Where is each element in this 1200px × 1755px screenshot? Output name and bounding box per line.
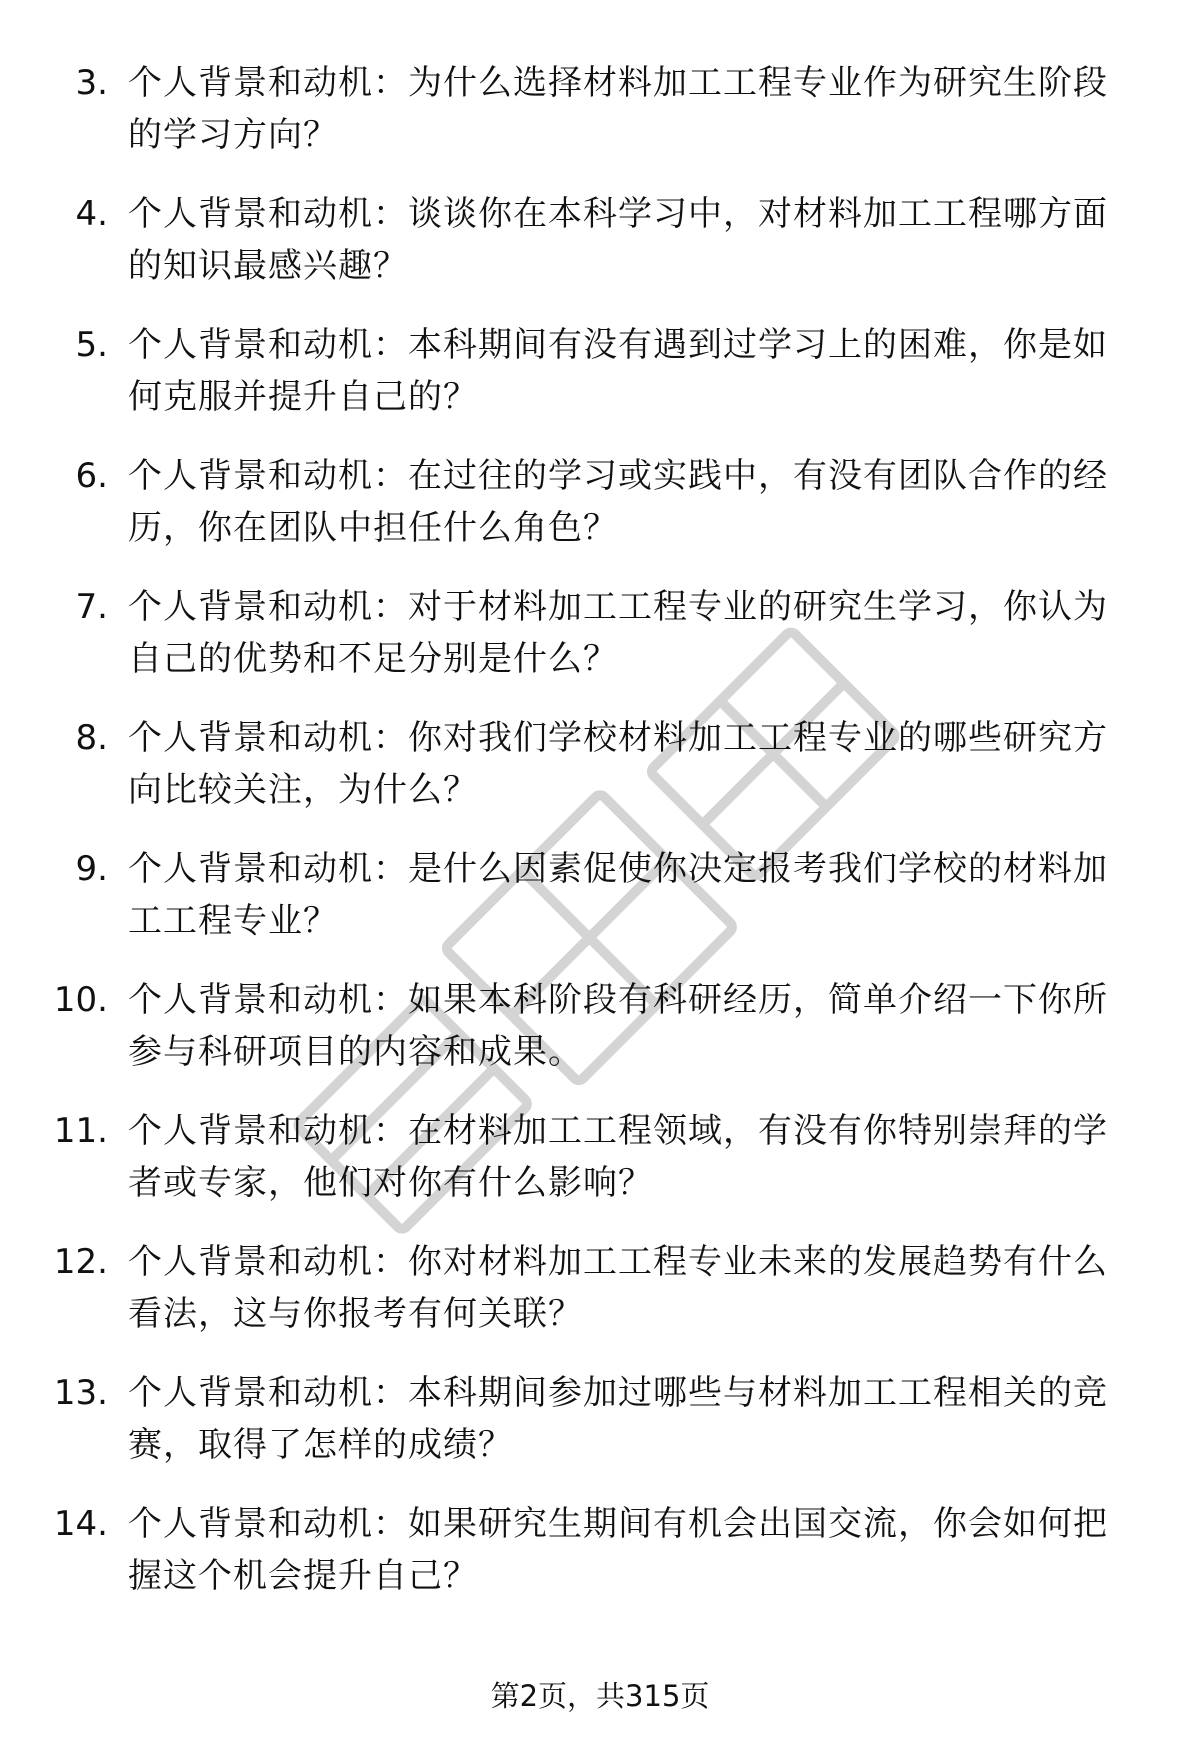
question-number: 7. bbox=[75, 587, 108, 627]
question-text: 个人背景和动机：如果研究生期间有机会出国交流，你会如何把握这个机会提升自己？ bbox=[128, 1504, 1108, 1596]
question-text: 个人背景和动机：你对我们学校材料加工工程专业的哪些研究方向比较关注，为什么？ bbox=[128, 718, 1108, 810]
question-text: 个人背景和动机：如果本科阶段有科研经历，简单介绍一下你所参与科研项目的内容和成果。 bbox=[128, 980, 1108, 1072]
question-text: 个人背景和动机：你对材料加工工程专业未来的发展趋势有什么看法，这与你报考有何关联？ bbox=[128, 1242, 1108, 1334]
question-text: 个人背景和动机：在过往的学习或实践中，有没有团队合作的经历，你在团队中担任什么角色？ bbox=[128, 456, 1108, 548]
question-item bbox=[0, 1367, 1200, 1498]
question-text: 个人背景和动机：对于材料加工工程专业的研究生学习，你认为自己的优势和不足分别是什么？ bbox=[128, 587, 1108, 679]
question-number: 14. bbox=[53, 1504, 108, 1544]
question-item bbox=[0, 843, 1200, 974]
question-list bbox=[0, 57, 1200, 1629]
question-item bbox=[0, 974, 1200, 1105]
question-item bbox=[0, 319, 1200, 450]
page-number-footer: 第2页，共315页 bbox=[490, 1679, 710, 1713]
question-item bbox=[0, 581, 1200, 712]
question-item bbox=[0, 1105, 1200, 1236]
question-text: 个人背景和动机：谈谈你在本科学习中，对材料加工工程哪方面的知识最感兴趣？ bbox=[128, 194, 1108, 286]
question-item bbox=[0, 1236, 1200, 1367]
question-text: 个人背景和动机：在材料加工工程领域，有没有你特别崇拜的学者或专家，他们对你有什么影响？ bbox=[128, 1111, 1108, 1203]
question-item bbox=[0, 188, 1200, 319]
question-item bbox=[0, 1498, 1200, 1629]
question-number: 8. bbox=[75, 718, 108, 758]
question-number: 10. bbox=[53, 980, 108, 1020]
question-text: 个人背景和动机：是什么因素促使你决定报考我们学校的材料加工工程专业？ bbox=[128, 849, 1108, 941]
question-text: 个人背景和动机：本科期间有没有遇到过学习上的困难，你是如何克服并提升自己的？ bbox=[128, 325, 1108, 417]
question-number: 3. bbox=[75, 63, 108, 103]
question-number: 13. bbox=[53, 1373, 108, 1413]
question-number: 6. bbox=[75, 456, 108, 496]
question-number: 12. bbox=[53, 1242, 108, 1282]
question-number: 5. bbox=[75, 325, 108, 365]
question-number: 9. bbox=[75, 849, 108, 889]
question-item bbox=[0, 57, 1200, 188]
question-item bbox=[0, 450, 1200, 581]
question-number: 11. bbox=[53, 1111, 108, 1151]
question-text: 个人背景和动机：为什么选择材料加工工程专业作为研究生阶段的学习方向？ bbox=[128, 63, 1108, 155]
question-item bbox=[0, 712, 1200, 843]
question-text: 个人背景和动机：本科期间参加过哪些与材料加工工程相关的竞赛，取得了怎样的成绩？ bbox=[128, 1373, 1108, 1465]
question-number: 4. bbox=[75, 194, 108, 234]
